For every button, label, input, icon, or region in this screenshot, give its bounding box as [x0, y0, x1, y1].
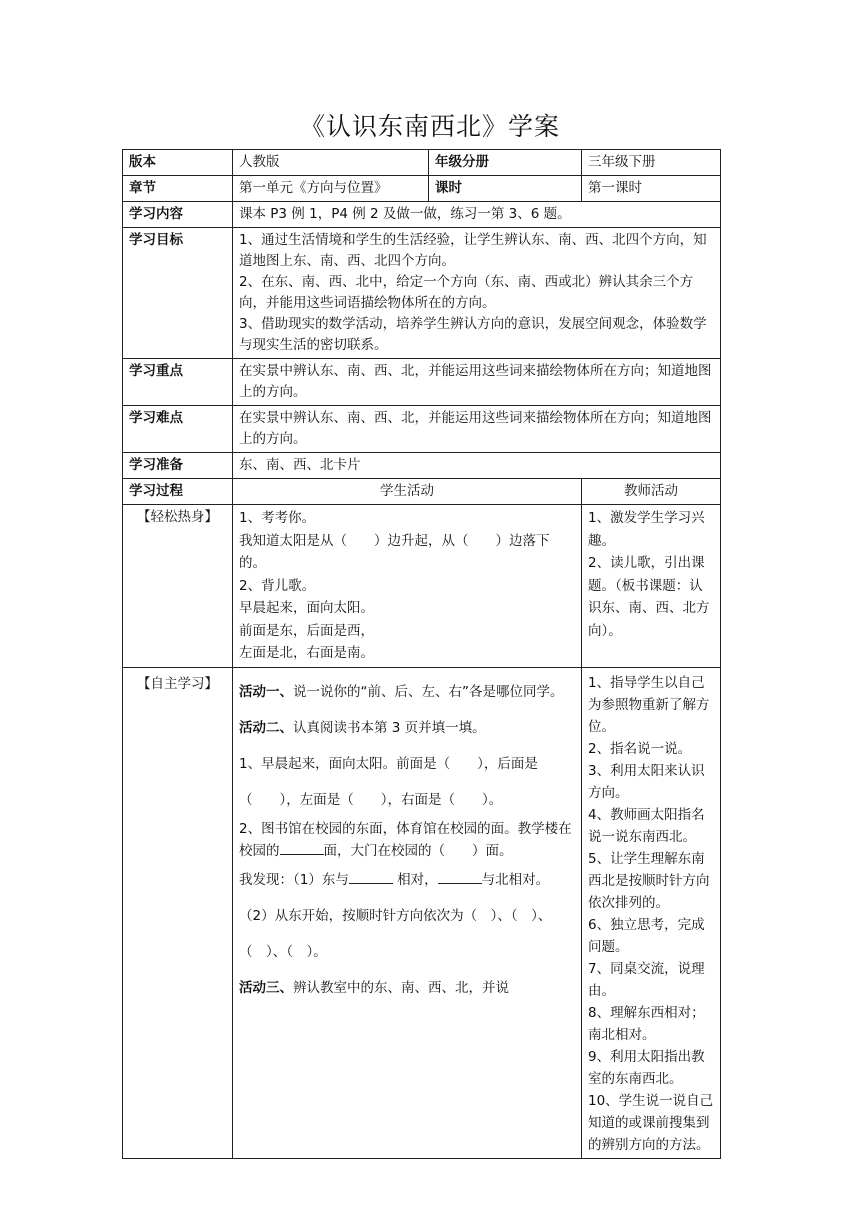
- difficulties-label: 学习难点: [123, 406, 233, 453]
- key-points-value: 在实景中辨认东、南、西、北，并能运用这些词来描绘物体所在方向；知道地图上的方向。: [233, 359, 721, 406]
- warmup-line: 前面是东，后面是西，: [239, 622, 374, 639]
- key-points-label: 学习重点: [123, 359, 233, 406]
- grade-label: 年级分册: [429, 150, 582, 176]
- student-activity-header: 学生活动: [233, 479, 582, 505]
- discovery-2: （2）从东开始，按顺时针方向依次为（ ）、（ ）、（ ）、（ ）。: [239, 907, 552, 960]
- goals-cell: [233, 228, 721, 359]
- chapter-label: 章节: [123, 176, 233, 202]
- difficulties-row: [123, 406, 721, 453]
- process-header-row: [123, 479, 721, 505]
- goal-item: 1、通过生活情境和学生的生活经验，让学生辨认东、南、西、北四个方向，知道地图上东、南、西、北四个方向。: [239, 232, 707, 269]
- difficulties-value: 在实景中辨认东、南、西、北，并能运用这些词来描绘物体所在方向；知道地图上的方向。: [233, 406, 721, 453]
- activity-two-title: 活动二、: [239, 719, 293, 736]
- document-title: 《认识东南西北》学案: [299, 112, 560, 141]
- teacher-step: 2、指名说一说。: [588, 740, 692, 757]
- self-study-label: 【自主学习】: [123, 667, 233, 1158]
- activity-one-title: 活动一、: [239, 683, 293, 700]
- teacher-step: 3、利用太阳来认识方向。: [588, 762, 705, 801]
- warmup-line: 我知道太阳是从（ ）边升起，从（ ）边落下的。: [239, 532, 550, 571]
- warmup-teacher-line: 2、读儿歌，引出课题。（板书课题：认识东、南、西、北方向）。: [588, 555, 710, 639]
- self-study-teacher-cell: [582, 667, 721, 1158]
- activity-one-text: 说一说你的“前、后、左、右”各是哪位同学。: [293, 683, 564, 700]
- goals-label: 学习目标: [123, 228, 233, 359]
- warmup-teacher-line: 1、激发学生学习兴趣。: [588, 510, 705, 549]
- activity-two-text: 认真阅读书本第 3 页并填一填。: [293, 719, 486, 736]
- warmup-teacher-cell: [582, 505, 721, 668]
- edition-value: 人教版: [233, 150, 429, 176]
- teacher-step: 10、学生说一说自己知道的或课前搜集到的辨别方向的方法。: [588, 1092, 714, 1153]
- edition-label: 版本: [123, 150, 233, 176]
- key-points-row: [123, 359, 721, 406]
- activity-three-title: 活动三、: [239, 979, 293, 996]
- teacher-step: 7、同桌交流，说理由。: [588, 960, 705, 999]
- activity-two-q2: 2、图书馆在校园的东面，体育馆在校园的面。教学楼在校园的 面，大门在校园的（ ）面。: [239, 820, 572, 859]
- content-value: 课本 P3 例 1，P4 例 2 及做一做，练习一第 3、6 题。: [233, 202, 721, 228]
- teacher-step: 6、独立思考，完成问题。: [588, 916, 705, 955]
- content-label: 学习内容: [123, 202, 233, 228]
- self-study-student-cell: [233, 667, 582, 1158]
- preparation-row: [123, 453, 721, 479]
- discovery-1: 我发现：（1）东与 相对， 与北相对。: [239, 862, 575, 898]
- teacher-activity-header: 教师活动: [582, 479, 721, 505]
- teacher-step: 4、教师画太阳指名说一说东南西北。: [588, 806, 705, 845]
- warmup-label: 【轻松热身】: [123, 505, 233, 668]
- warmup-line: 1、考考你。: [239, 510, 316, 526]
- warmup-line: 早晨起来，面向太阳。: [239, 600, 374, 616]
- activity-two-q1: 1、早晨起来，面向太阳。前面是（ ），后面是（ ），左面是（ ），右面是（ ）。: [239, 755, 538, 808]
- blank-line: [349, 869, 393, 884]
- warmup-student-cell: [233, 505, 582, 668]
- period-value: 第一课时: [582, 176, 721, 202]
- self-study-row: [123, 667, 721, 1158]
- blank-line: [438, 869, 482, 884]
- edition-row: [123, 150, 721, 176]
- period-label: 课时: [429, 176, 582, 202]
- goal-item: 3、借助现实的数学活动，培养学生辨认方向的意识，发展空间观念，体验数学与现实生活的密切联系。: [239, 316, 707, 353]
- teacher-step: 5、让学生理解东南西北是按顺时针方向依次排列的。: [588, 850, 710, 911]
- preparation-label: 学习准备: [123, 453, 233, 479]
- chapter-row: [123, 176, 721, 202]
- teacher-step: 9、利用太阳指出教室的东南西北。: [588, 1048, 705, 1087]
- lesson-plan-table: [122, 149, 721, 1159]
- grade-value: 三年级下册: [582, 150, 721, 176]
- chapter-value: 第一单元《方向与位置》: [233, 176, 429, 202]
- activity-three-text: 辨认教室中的东、南、西、北，并说: [293, 979, 509, 996]
- goal-item: 2、在东、南、西、北中，给定一个方向（东、南、西或北）辨认其余三个方向，并能用这些词语描绘物体所在的方向。: [239, 274, 694, 311]
- teacher-step: 8、理解东西相对；南北相对。: [588, 1004, 705, 1043]
- content-row: [123, 202, 721, 228]
- goals-row: [123, 228, 721, 359]
- warmup-line: 左面是北，右面是南。: [239, 645, 374, 661]
- warmup-line: 2、背儿歌。: [239, 577, 316, 594]
- teacher-step: 1、指导学生以自己为参照物重新了解方位。: [588, 674, 710, 735]
- process-label: 学习过程: [123, 479, 233, 505]
- preparation-value: 东、南、西、北卡片: [233, 453, 721, 479]
- warmup-row: [123, 505, 721, 668]
- blank-line: [280, 840, 324, 855]
